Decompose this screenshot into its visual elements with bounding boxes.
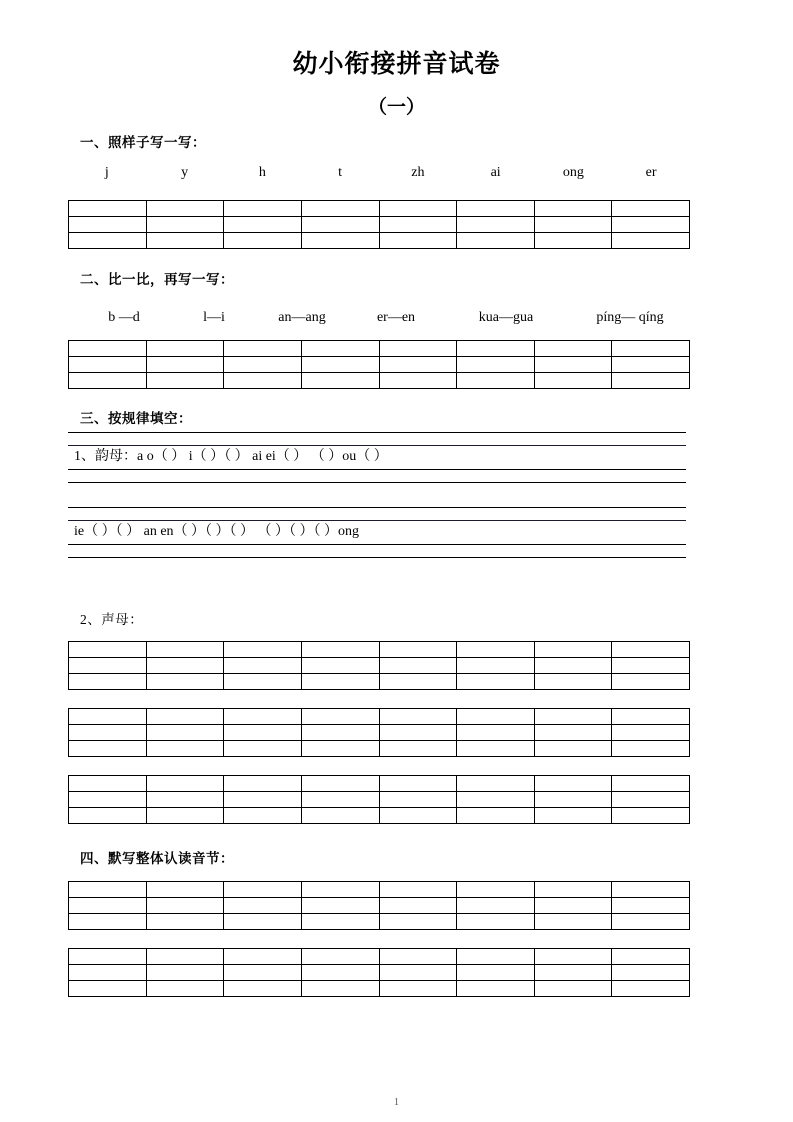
answer-cell[interactable] — [612, 709, 690, 725]
answer-cell[interactable] — [69, 981, 147, 997]
answer-cell[interactable] — [379, 898, 457, 914]
answer-cell[interactable] — [301, 725, 379, 741]
answer-cell[interactable] — [612, 882, 690, 898]
answer-cell[interactable] — [224, 808, 302, 824]
answer-cell[interactable] — [224, 674, 302, 690]
answer-cell[interactable] — [69, 233, 147, 249]
answer-cell[interactable] — [534, 725, 612, 741]
pinyin-exercise-line-2[interactable]: ie（ ）（ ） an en（ ）（ ）（ ） （ ）（ ）（ ）ong — [74, 524, 360, 539]
answer-cell[interactable] — [69, 949, 147, 965]
answer-cell[interactable] — [457, 373, 535, 389]
answer-cell[interactable] — [379, 965, 457, 981]
table-row — [69, 642, 690, 658]
answer-grid-shengmu-2[interactable] — [68, 708, 690, 757]
table-row — [69, 201, 690, 217]
answer-cell[interactable] — [146, 776, 224, 792]
prompt-item: t — [338, 165, 343, 180]
answer-cell[interactable] — [457, 233, 535, 249]
answer-cell[interactable] — [224, 882, 302, 898]
answer-cell[interactable] — [69, 741, 147, 757]
pinyin-line-top — [68, 432, 686, 433]
answer-cell[interactable] — [224, 965, 302, 981]
page-number: 1 — [394, 1097, 399, 1108]
answer-cell[interactable] — [301, 674, 379, 690]
answer-cell[interactable] — [612, 725, 690, 741]
answer-cell[interactable] — [379, 741, 457, 757]
prompt-item: píng— qíng — [596, 310, 664, 325]
pinyin-line-bottom — [68, 482, 686, 483]
answer-cell[interactable] — [612, 914, 690, 930]
answer-cell[interactable] — [534, 658, 612, 674]
answer-cell[interactable] — [301, 776, 379, 792]
pinyin-four-line-grid-2 — [68, 505, 686, 561]
answer-cell[interactable] — [301, 233, 379, 249]
table-row — [69, 808, 690, 824]
answer-cell[interactable] — [612, 741, 690, 757]
answer-cell[interactable] — [379, 709, 457, 725]
answer-cell[interactable] — [457, 808, 535, 824]
prompt-item: er — [645, 165, 657, 180]
answer-cell[interactable] — [534, 965, 612, 981]
pinyin-line-lower-mid — [68, 469, 686, 470]
table-row — [69, 776, 690, 792]
answer-cell[interactable] — [69, 674, 147, 690]
answer-cell[interactable] — [301, 949, 379, 965]
table-row — [69, 709, 690, 725]
answer-cell[interactable] — [612, 965, 690, 981]
answer-cell[interactable] — [69, 217, 147, 233]
answer-cell[interactable] — [379, 642, 457, 658]
answer-cell[interactable] — [457, 658, 535, 674]
answer-cell[interactable] — [379, 725, 457, 741]
answer-cell[interactable] — [612, 642, 690, 658]
answer-cell[interactable] — [379, 981, 457, 997]
answer-cell[interactable] — [301, 741, 379, 757]
answer-cell[interactable] — [457, 882, 535, 898]
answer-cell[interactable] — [457, 201, 535, 217]
answer-cell[interactable] — [612, 776, 690, 792]
answer-cell[interactable] — [146, 201, 224, 217]
answer-cell[interactable] — [379, 792, 457, 808]
answer-cell[interactable] — [146, 792, 224, 808]
answer-grid-section-1[interactable] — [68, 200, 690, 249]
table-row — [69, 792, 690, 808]
prompt-item: j — [104, 165, 109, 180]
answer-cell[interactable] — [301, 642, 379, 658]
answer-cell[interactable] — [146, 898, 224, 914]
table-row — [69, 725, 690, 741]
answer-cell[interactable] — [457, 217, 535, 233]
answer-grid-section-4-1[interactable] — [68, 881, 690, 930]
answer-cell[interactable] — [612, 808, 690, 824]
answer-cell[interactable] — [224, 201, 302, 217]
prompt-item: zh — [411, 165, 425, 180]
answer-cell[interactable] — [301, 217, 379, 233]
answer-cell[interactable] — [457, 642, 535, 658]
section-heading-3: 三、按规律填空： — [80, 411, 192, 426]
answer-cell[interactable] — [301, 965, 379, 981]
answer-cell[interactable] — [301, 658, 379, 674]
answer-cell[interactable] — [301, 341, 379, 357]
table-row — [69, 233, 690, 249]
answer-cell[interactable] — [612, 373, 690, 389]
answer-cell[interactable] — [224, 741, 302, 757]
answer-cell[interactable] — [146, 914, 224, 930]
answer-cell[interactable] — [301, 373, 379, 389]
answer-cell[interactable] — [379, 776, 457, 792]
answer-cell[interactable] — [69, 373, 147, 389]
pinyin-line-lower-mid — [68, 544, 686, 545]
answer-cell[interactable] — [534, 776, 612, 792]
table-row — [69, 373, 690, 389]
answer-cell[interactable] — [224, 792, 302, 808]
answer-cell[interactable] — [224, 642, 302, 658]
answer-cell[interactable] — [457, 709, 535, 725]
answer-cell[interactable] — [146, 217, 224, 233]
answer-cell[interactable] — [301, 792, 379, 808]
answer-cell[interactable] — [224, 341, 302, 357]
table-row — [69, 898, 690, 914]
answer-cell[interactable] — [224, 725, 302, 741]
answer-cell[interactable] — [69, 725, 147, 741]
answer-cell[interactable] — [224, 776, 302, 792]
answer-cell[interactable] — [224, 981, 302, 997]
answer-cell[interactable] — [534, 201, 612, 217]
answer-cell[interactable] — [379, 233, 457, 249]
pinyin-line-upper-mid — [68, 520, 686, 521]
answer-cell[interactable] — [146, 741, 224, 757]
answer-cell[interactable] — [224, 233, 302, 249]
answer-cell[interactable] — [146, 981, 224, 997]
answer-cell[interactable] — [69, 341, 147, 357]
answer-cell[interactable] — [612, 217, 690, 233]
table-row — [69, 674, 690, 690]
prompt-item: an—ang — [278, 310, 326, 325]
answer-cell[interactable] — [301, 201, 379, 217]
page-title: 幼小衔接拼音试卷 — [292, 49, 501, 78]
answer-cell[interactable] — [457, 776, 535, 792]
answer-cell[interactable] — [457, 341, 535, 357]
answer-cell[interactable] — [224, 949, 302, 965]
answer-cell[interactable] — [69, 357, 147, 373]
answer-cell[interactable] — [534, 792, 612, 808]
answer-cell[interactable] — [612, 201, 690, 217]
answer-grid-shengmu-1[interactable] — [68, 641, 690, 690]
answer-cell[interactable] — [301, 981, 379, 997]
answer-cell[interactable] — [146, 233, 224, 249]
answer-cell[interactable] — [146, 642, 224, 658]
answer-cell[interactable] — [379, 373, 457, 389]
page-subtitle: （一） — [367, 97, 425, 118]
table-row — [69, 949, 690, 965]
answer-cell[interactable] — [612, 341, 690, 357]
answer-cell[interactable] — [457, 741, 535, 757]
prompt-item: y — [181, 165, 189, 180]
answer-cell[interactable] — [534, 914, 612, 930]
answer-cell[interactable] — [69, 658, 147, 674]
answer-cell[interactable] — [612, 949, 690, 965]
answer-cell[interactable] — [69, 776, 147, 792]
answer-grid-shengmu-3[interactable] — [68, 775, 690, 824]
answer-cell[interactable] — [457, 792, 535, 808]
answer-cell[interactable] — [457, 898, 535, 914]
prompt-item: l—i — [203, 310, 225, 325]
answer-cell[interactable] — [534, 741, 612, 757]
answer-cell[interactable] — [146, 949, 224, 965]
answer-cell[interactable] — [224, 914, 302, 930]
answer-cell[interactable] — [534, 882, 612, 898]
answer-cell[interactable] — [379, 882, 457, 898]
answer-cell[interactable] — [612, 357, 690, 373]
answer-cell[interactable] — [301, 709, 379, 725]
answer-cell[interactable] — [224, 898, 302, 914]
answer-cell[interactable] — [612, 792, 690, 808]
table-row — [69, 741, 690, 757]
answer-grid-section-2[interactable] — [68, 340, 690, 389]
prompt-item: ong — [562, 165, 584, 180]
answer-cell[interactable] — [301, 808, 379, 824]
table-row — [69, 965, 690, 981]
answer-cell[interactable] — [301, 898, 379, 914]
answer-cell[interactable] — [612, 898, 690, 914]
pinyin-four-line-grid-1 — [68, 430, 686, 486]
answer-cell[interactable] — [457, 674, 535, 690]
prompt-item: ai — [490, 165, 501, 180]
prompt-row-section-1 — [68, 165, 690, 181]
section-heading-4: 四、默写整体认读音节： — [80, 851, 234, 866]
section-heading-2: 二、比一比，再写一写： — [80, 272, 234, 287]
answer-cell[interactable] — [612, 233, 690, 249]
answer-cell[interactable] — [146, 882, 224, 898]
table-row — [69, 357, 690, 373]
answer-cell[interactable] — [146, 709, 224, 725]
answer-cell[interactable] — [69, 914, 147, 930]
answer-cell[interactable] — [534, 808, 612, 824]
answer-cell[interactable] — [534, 674, 612, 690]
pinyin-line-bottom — [68, 557, 686, 558]
answer-cell[interactable] — [457, 949, 535, 965]
pinyin-line-upper-mid — [68, 445, 686, 446]
answer-cell[interactable] — [69, 882, 147, 898]
answer-cell[interactable] — [534, 898, 612, 914]
answer-cell[interactable] — [457, 914, 535, 930]
answer-cell[interactable] — [69, 792, 147, 808]
answer-grid-section-4-2[interactable] — [68, 948, 690, 997]
section-heading-1: 一、照样子写一写： — [80, 135, 206, 150]
answer-cell[interactable] — [301, 357, 379, 373]
answer-cell[interactable] — [534, 709, 612, 725]
answer-cell[interactable] — [534, 981, 612, 997]
answer-cell[interactable] — [69, 201, 147, 217]
answer-cell[interactable] — [379, 201, 457, 217]
answer-cell[interactable] — [457, 965, 535, 981]
answer-cell[interactable] — [146, 341, 224, 357]
answer-cell[interactable] — [612, 981, 690, 997]
pinyin-line-top — [68, 507, 686, 508]
table-row — [69, 217, 690, 233]
answer-cell[interactable] — [146, 965, 224, 981]
answer-cell[interactable] — [69, 709, 147, 725]
answer-cell[interactable] — [301, 882, 379, 898]
answer-cell[interactable] — [534, 357, 612, 373]
answer-cell[interactable] — [69, 808, 147, 824]
answer-cell[interactable] — [224, 373, 302, 389]
answer-cell[interactable] — [457, 357, 535, 373]
prompt-item: h — [258, 165, 266, 180]
answer-cell[interactable] — [224, 658, 302, 674]
prompt-item: b —d — [108, 310, 140, 325]
table-row — [69, 882, 690, 898]
answer-cell[interactable] — [146, 658, 224, 674]
answer-cell[interactable] — [146, 725, 224, 741]
answer-cell[interactable] — [69, 898, 147, 914]
answer-cell[interactable] — [457, 981, 535, 997]
answer-cell[interactable] — [534, 233, 612, 249]
subsection-heading-shengmu: 2、声母： — [80, 612, 144, 627]
answer-cell[interactable] — [146, 674, 224, 690]
answer-cell[interactable] — [224, 709, 302, 725]
answer-cell[interactable] — [301, 914, 379, 930]
table-row — [69, 658, 690, 674]
table-row — [69, 341, 690, 357]
pinyin-exercise-line-1[interactable]: 1、韵母：a o（ ） i（ ）（ ） ai ei（ ） （ ）ou（ ） — [74, 449, 388, 464]
answer-cell[interactable] — [612, 658, 690, 674]
answer-cell[interactable] — [69, 642, 147, 658]
answer-cell[interactable] — [379, 949, 457, 965]
table-row — [69, 981, 690, 997]
answer-cell[interactable] — [146, 808, 224, 824]
answer-cell[interactable] — [379, 658, 457, 674]
answer-cell[interactable] — [534, 642, 612, 658]
answer-cell[interactable] — [69, 965, 147, 981]
answer-cell[interactable] — [379, 341, 457, 357]
answer-cell[interactable] — [457, 725, 535, 741]
answer-cell[interactable] — [379, 357, 457, 373]
table-row — [69, 914, 690, 930]
answer-cell[interactable] — [612, 674, 690, 690]
answer-cell[interactable] — [224, 357, 302, 373]
answer-cell[interactable] — [146, 357, 224, 373]
prompt-item: kua—gua — [478, 310, 534, 325]
answer-cell[interactable] — [534, 217, 612, 233]
answer-cell[interactable] — [534, 949, 612, 965]
answer-cell[interactable] — [379, 914, 457, 930]
answer-cell[interactable] — [379, 217, 457, 233]
answer-cell[interactable] — [224, 217, 302, 233]
answer-cell[interactable] — [146, 373, 224, 389]
prompt-item: er—en — [376, 310, 416, 325]
answer-cell[interactable] — [534, 341, 612, 357]
answer-cell[interactable] — [534, 373, 612, 389]
prompt-row-section-2 — [74, 310, 690, 326]
answer-cell[interactable] — [379, 808, 457, 824]
answer-cell[interactable] — [379, 674, 457, 690]
